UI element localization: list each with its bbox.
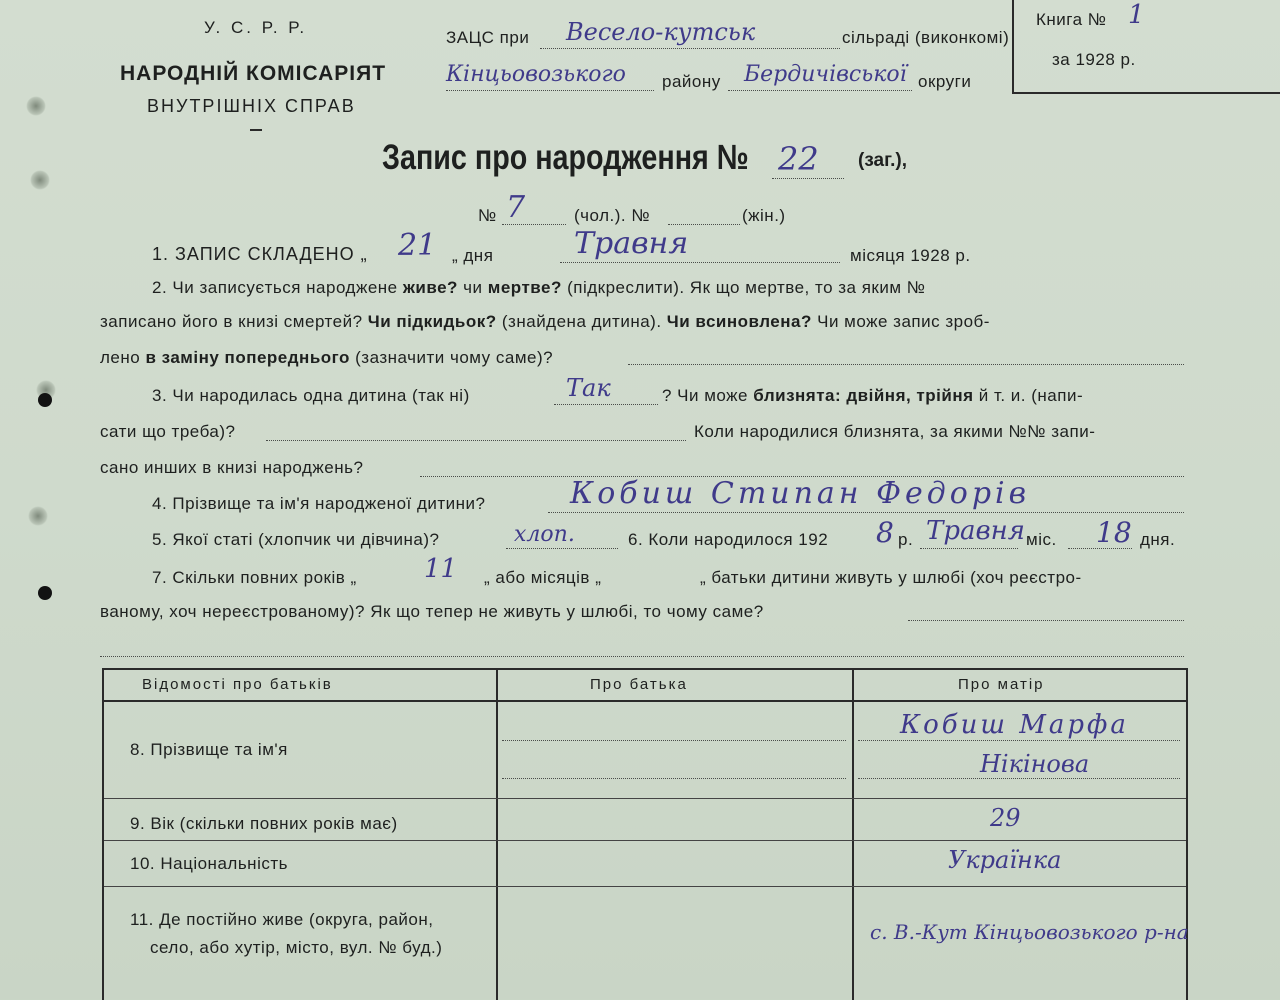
father-name-line-1	[502, 740, 846, 741]
q2-live: живе?	[402, 278, 458, 297]
title-number-line	[772, 178, 844, 179]
mother-residence-handwritten: с. В.-Кут Кінцьовозького р-на	[870, 920, 1189, 944]
punch-mark	[30, 170, 50, 190]
q2-text-d: Чи може запис зроб-	[817, 312, 990, 331]
mother-name-line-1	[858, 740, 1180, 741]
village-handwritten: Весело-кутськ	[566, 18, 756, 46]
record-title	[382, 138, 749, 178]
col-divider-1	[496, 670, 498, 1000]
q6-month-line	[920, 548, 1018, 549]
q3-text-a: 3. Чи народилась одна дитина (так ні)	[152, 386, 470, 405]
q5-answer-line	[506, 548, 618, 549]
q6-day-handwritten: 18	[1096, 516, 1132, 549]
ussr-heading: У. С. Р. Р.	[204, 18, 308, 37]
q6-month-handwritten: Травня	[926, 516, 1025, 546]
q3-text-e: Коли народилися близнята, за якими №№ запи-	[694, 422, 1096, 441]
q1-month-line	[560, 262, 840, 263]
q3-twins: близнята: двійня, трійня	[753, 386, 974, 405]
q7-text-c: „ батьки дитини живуть у шлюбі (хоч реєстро-	[700, 568, 1082, 587]
female-no-line	[668, 224, 740, 225]
punch-mark	[26, 96, 46, 116]
q4-name-handwritten: Кобиш Стипан Федорів	[570, 476, 1031, 511]
mother-name-handwritten: Кобиш Марфа	[900, 710, 1129, 740]
q2-text-e: лено	[100, 348, 141, 367]
district-label: району	[662, 72, 721, 91]
row-age-label: 9. Вік (скільки повних років має)	[130, 814, 398, 833]
q7-text-d: ваному, хоч нереєстрованому)? Як що тепер не живуть у шлюбі, то чому саме?	[100, 602, 764, 621]
commissariat-heading: НАРОДНІЙ КОМІСАРІЯТ	[120, 62, 387, 85]
q3-text-c: й т. и. (напи-	[978, 386, 1084, 405]
row-divider-2	[104, 840, 1186, 841]
row-name-label: 8. Прізвище та ім'я	[130, 740, 288, 759]
punch-mark	[28, 506, 48, 526]
q6-month-label: міс.	[1026, 530, 1057, 549]
header-father: Про батька	[590, 676, 688, 693]
father-name-line-2	[502, 778, 846, 779]
q6-day-label: дня.	[1140, 530, 1176, 549]
header-dash	[250, 129, 262, 131]
header-row-divider	[104, 700, 1186, 702]
mother-age-handwritten: 29	[990, 804, 1021, 832]
title-label: Запис про народження №	[382, 138, 749, 177]
council-suffix: сільраді (виконкомі)	[842, 28, 1010, 47]
q6-year-handwritten: 8	[876, 516, 894, 549]
q2-or: чи	[463, 278, 483, 297]
q2-line2	[100, 312, 990, 332]
parents-table	[102, 668, 1188, 1000]
binding-hole	[38, 393, 52, 407]
q1-month-handwritten: Травня	[574, 226, 689, 261]
q3-text-f: сано инших в книзі народжень?	[100, 458, 364, 477]
q1-day-label: „ дня	[452, 246, 494, 265]
q7-text-b: „ або місяців „	[484, 568, 602, 587]
q2-line1	[152, 278, 926, 298]
q2-foundling: Чи підкидьок?	[367, 312, 497, 331]
q6-label: 6. Коли народилося 192	[628, 530, 829, 549]
q1-year-label: місяця 1928 р.	[850, 246, 971, 265]
book-label: Книга №	[1036, 10, 1107, 29]
mother-patronymic-handwritten: Нікінова	[980, 750, 1090, 778]
female-label: (жін.)	[742, 206, 786, 225]
q7-years-handwritten: 11	[424, 554, 458, 584]
mother-nationality-handwritten: Українка	[948, 846, 1062, 874]
q2-dead: мертве?	[487, 278, 562, 297]
row-divider-1	[104, 798, 1186, 799]
q3-twins-line	[266, 440, 686, 441]
row-residence-label-1: 11. Де постійно живе (округа, район,	[130, 910, 434, 929]
q3-answer-line	[554, 404, 658, 405]
title-number-handwritten: 22	[778, 140, 819, 178]
q2-text-a: 2. Чи записується народжене	[152, 278, 398, 297]
q3-text-b: ? Чи може	[662, 386, 749, 405]
q2-answer-line	[628, 364, 1184, 365]
q7-text-a: 7. Скільки повних років „	[152, 568, 357, 587]
village-line	[540, 48, 840, 49]
q1-day-handwritten: 21	[398, 228, 437, 263]
header-parents-info: Відомості про батьків	[142, 676, 333, 693]
district-handwritten: Кінцьовозького	[446, 62, 626, 87]
q5-answer-handwritten: хлоп.	[514, 522, 575, 547]
zags-prefix: ЗАЦС при	[446, 28, 530, 47]
q1-label: 1. ЗАПИС СКЛАДЕНО „	[152, 244, 368, 264]
q2-text-c: записано його в книзі смертей?	[100, 312, 363, 331]
q6-year-suffix: р.	[898, 530, 914, 549]
col-divider-2	[852, 670, 854, 1000]
okrug-label: округи	[918, 72, 972, 91]
q4-label: 4. Прізвище та ім'я народженої дитини?	[152, 494, 486, 513]
internal-affairs-heading: ВНУТРІШНІХ СПРАВ	[147, 96, 356, 116]
binding-hole	[38, 586, 52, 600]
book-year: за 1928 р.	[1052, 50, 1136, 69]
q2-line3	[100, 348, 553, 368]
mother-name-line-2	[858, 778, 1180, 779]
male-no-handwritten: 7	[506, 190, 526, 225]
row-residence-label-2: село, або хутір, місто, вул. № буд.)	[150, 938, 443, 957]
q3-line1-rest	[662, 386, 1083, 406]
q2-text-f: (зазначити чому саме)?	[355, 348, 554, 367]
sub-no-label: №	[478, 206, 497, 225]
book-number-handwritten: 1	[1128, 0, 1145, 30]
q3-text-d: сати що треба)?	[100, 422, 236, 441]
q3-answer-handwritten: Так	[566, 374, 611, 402]
header-mother: Про матір	[958, 676, 1045, 693]
q7-answer-line-1	[908, 620, 1184, 621]
okrug-handwritten: Бердичівської	[744, 62, 907, 87]
q2-replace: в заміну попереднього	[145, 348, 350, 367]
okrug-line	[728, 90, 912, 91]
title-suffix: (заг.),	[858, 150, 907, 171]
q5-label: 5. Якої статі (хлопчик чи дівчина)?	[152, 530, 440, 549]
q2-text-b: (підкреслити). Як що мертве, то за яким №	[567, 278, 926, 297]
row-nationality-label: 10. Національність	[130, 854, 288, 873]
district-line	[446, 90, 654, 91]
q7-answer-line-2	[100, 656, 1184, 657]
row-divider-3	[104, 886, 1186, 887]
q4-name-line	[548, 512, 1184, 513]
q2-found: (знайдена дитина).	[501, 312, 662, 331]
male-label: (чол.). №	[574, 206, 651, 225]
q2-adopted: Чи всиновлена?	[666, 312, 812, 331]
